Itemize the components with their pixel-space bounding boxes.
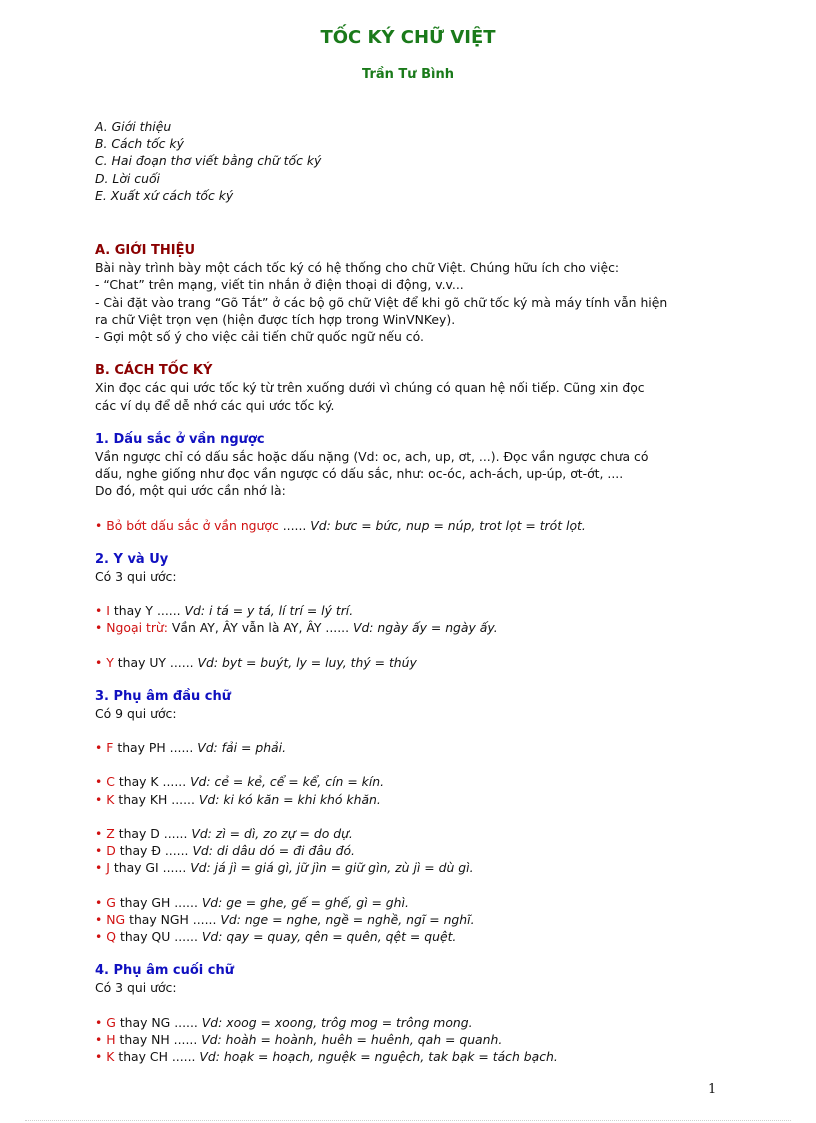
- bullet-icon: •: [95, 620, 103, 636]
- bullet-icon: •: [95, 774, 103, 790]
- bullet-icon: •: [95, 1048, 103, 1064]
- subsection-1-heading: 1. Dấu sắc ở vần ngược: [95, 431, 265, 447]
- bullet-icon: •: [95, 843, 103, 859]
- page-number: 1: [708, 1082, 717, 1097]
- bullet-icon: •: [95, 740, 103, 756]
- subsection-3-heading: 3. Phụ âm đầu chữ: [95, 688, 231, 704]
- rule-item: • NG thay NGH ...... Vd: nge = nghe, ngề = nghề, ngĩ = nghĩ.: [95, 911, 475, 927]
- rule-item: • G thay GH ...... Vd: ge = ghe, gế = ghế, gì = ghì.: [95, 894, 409, 910]
- paragraph-line: Do đó, một qui ước cần nhớ là:: [95, 483, 286, 499]
- bullet-icon: •: [95, 603, 103, 619]
- bullet-icon: •: [95, 894, 103, 910]
- toc-item: B. Cách tốc ký: [95, 136, 184, 152]
- toc-item: C. Hai đoạn thơ viết bằng chữ tốc ký: [95, 153, 322, 169]
- paragraph-line: - “Chat” trên mạng, viết tin nhắn ở điện thoại di động, v.v...: [95, 277, 464, 293]
- bullet-icon: •: [95, 860, 103, 876]
- rule-item: • C thay K ...... Vd: cẻ = kẻ, cể = kể, cín = kín.: [95, 774, 385, 790]
- rule-item: • Z thay D ...... Vd: zì = dì, zo zự = do dự.: [95, 825, 353, 841]
- document-author: Trần Tư Bình: [362, 67, 454, 82]
- bullet-icon: •: [95, 517, 103, 533]
- rule-item: • D thay Đ ...... Vd: di dâu dó = đi đâu đó.: [95, 843, 355, 859]
- bullet-icon: •: [95, 654, 103, 670]
- paragraph-line: Có 3 qui ước:: [95, 980, 177, 996]
- paragraph-line: Có 3 qui ước:: [95, 569, 177, 585]
- rule-item: • G thay NG ...... Vd: xoog = xoong, trôg mog = trông mong.: [95, 1014, 473, 1030]
- section-a-heading: A. GIỚI THIỆU: [95, 243, 196, 259]
- subsection-4: [95, 962, 735, 1065]
- paragraph-line: các ví dụ để dễ nhớ các qui ước tốc ký.: [95, 397, 335, 413]
- rule-item: • Bỏ bớt dấu sắc ở vần ngược ...... Vd: bưc = bức, nup = núp, trot lọt = trót lọt.: [95, 517, 586, 533]
- document-title: TỐC KÝ CHỮ VIỆT: [320, 27, 496, 48]
- subsection-2-heading: 2. Y và Uy: [95, 551, 169, 567]
- rule-item: • K thay CH ...... Vd: hoạk = hoạch, nguệk = nguệch, tak bạk = tách bạch.: [95, 1048, 558, 1064]
- section-b-heading: B. CÁCH TỐC KÝ: [95, 363, 213, 379]
- rule-item: • I thay Y ...... Vd: i tá = y tá, lí trí = lý trí.: [95, 603, 354, 619]
- page-bottom-divider: [25, 1120, 791, 1121]
- paragraph-line: - Gợi một số ý cho việc cải tiến chữ quốc ngữ nếu có.: [95, 329, 424, 345]
- toc-item: A. Giới thiệu: [95, 119, 172, 134]
- bullet-icon: •: [95, 825, 103, 841]
- toc-item: D. Lời cuối: [95, 170, 160, 186]
- rule-item: • Ngoại trừ: Vần AY, ÂY vẫn là AY, ÂY ...... Vd: ngày ấy = ngày ấy.: [95, 620, 498, 636]
- subsection-2: [95, 551, 735, 671]
- rule-item: • K thay KH ...... Vd: ki kó kăn = khi khó khăn.: [95, 791, 381, 807]
- toc-item: E. Xuất xứ cách tốc ký: [95, 187, 234, 203]
- rule-item: • F thay PH ...... Vd: fải = phải.: [95, 740, 287, 756]
- paragraph-line: dấu, nghe giống như đọc vần ngược có dấu sắc, như: oc-óc, ach-ách, up-úp, ơt-ớt, ....: [95, 466, 624, 482]
- bullet-icon: •: [95, 1014, 103, 1030]
- section-a: [95, 242, 735, 345]
- subsection-3: [95, 688, 735, 945]
- bullet-icon: •: [95, 928, 103, 944]
- bullet-icon: •: [95, 911, 103, 927]
- section-b: [95, 362, 735, 414]
- rule-item: • Q thay QU ...... Vd: qay = quay, qên = quên, qệt = quệt.: [95, 928, 457, 944]
- subsection-1: [95, 431, 735, 534]
- paragraph-line: Xin đọc các qui ước tốc ký từ trên xuống dưới vì chúng có quan hệ nối tiếp. Cũng xin đọc: [95, 380, 645, 396]
- paragraph-line: ra chữ Việt trọn vẹn (hiện được tích hợp trong WinVNKey).: [95, 311, 456, 327]
- table-of-contents: [95, 118, 735, 204]
- subsection-4-heading: 4. Phụ âm cuối chữ: [95, 963, 235, 979]
- bullet-icon: •: [95, 791, 103, 807]
- paragraph-line: Có 9 qui ước:: [95, 706, 177, 722]
- paragraph-line: - Cài đặt vào trang “Gõ Tắt” ở các bộ gõ chữ Việt để khi gõ chữ tốc ký mà máy tính vẫn hiện: [95, 294, 668, 310]
- rule-item: • J thay GI ...... Vd: já jì = giá gì, jữ jìn = giữ gìn, zù jì = dù gì.: [95, 860, 474, 876]
- paragraph-line: Bài này trình bày một cách tốc ký có hệ thống cho chữ Việt. Chúng hữu ích cho việc:: [95, 260, 620, 276]
- document-body: [95, 118, 735, 1065]
- rule-item: • H thay NH ...... Vd: hoàh = hoành, huêh = huênh, qah = quanh.: [95, 1031, 503, 1047]
- bullet-icon: •: [95, 1031, 103, 1047]
- paragraph-line: Vần ngược chỉ có dấu sắc hoặc dấu nặng (Vd: oc, ach, up, ơt, ...). Đọc vần ngược chưa có: [95, 449, 649, 465]
- rule-item: • Y thay UY ...... Vd: byt = buýt, ly = luy, thý = thúy: [95, 654, 417, 670]
